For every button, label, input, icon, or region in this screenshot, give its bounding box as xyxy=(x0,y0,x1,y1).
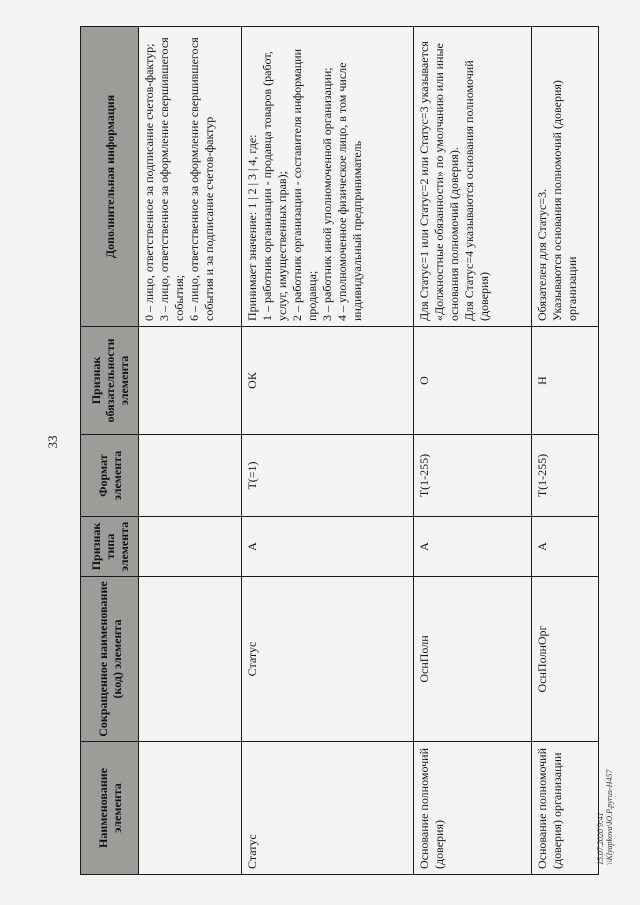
cell-type: А xyxy=(414,517,532,577)
table-row xyxy=(242,27,414,875)
element-table xyxy=(80,26,599,875)
cell-name: Статус xyxy=(242,742,414,875)
cell-required: ОК xyxy=(242,327,414,435)
cell-info: Обязателен для Статус=3. Указываются основания полномочий (доверия) организации xyxy=(532,27,599,327)
header-element-format: Формат элемента xyxy=(81,435,139,517)
stamp-path: \\Klyapkova\Ю.Р.pyrus-H457 xyxy=(605,769,614,865)
cell-format: Т(1-255) xyxy=(414,435,532,517)
cell-type xyxy=(139,517,242,577)
header-element-code: Сокращенное наименование (код) элемента xyxy=(81,577,139,742)
cell-required xyxy=(139,327,242,435)
cell-name: Основание полномочий (доверия) xyxy=(414,742,532,875)
cell-format: Т(=1) xyxy=(242,435,414,517)
table-header-row xyxy=(81,27,139,875)
cell-code xyxy=(139,577,242,742)
cell-info: Принимает значение: 1 | 2 | 3 | 4, где: 1 – работник организации - продавца товаров (работ, услуг, имущественных прав); 2 – работник организации - составителя информации продавца; 3 – работник иной уполномоченной организации; 4 – уполномоченное физическое лицо, в том числе индивидуальный предприниматель xyxy=(242,27,414,327)
cell-format: Т(1-255) xyxy=(532,435,599,517)
header-element-name: Наименование элемента xyxy=(81,742,139,875)
table-row xyxy=(414,27,532,875)
cell-required: Н xyxy=(532,327,599,435)
cell-type: А xyxy=(242,517,414,577)
print-stamp xyxy=(596,665,614,865)
header-additional-info: Дополнительная информация xyxy=(81,27,139,327)
cell-code: ОснПолн xyxy=(414,577,532,742)
cell-code: Статус xyxy=(242,577,414,742)
header-element-type: Признак типа элемента xyxy=(81,517,139,577)
table-row xyxy=(139,27,242,875)
page-number: 33 xyxy=(45,435,60,449)
cell-code: ОснПолнОрг xyxy=(532,577,599,742)
cell-name xyxy=(139,742,242,875)
cell-info: 0 – лицо, ответственное за подписание счетов-фактур; 3 – лицо, ответственное за оформление свершившегося события; 6 – лицо, ответственное за оформление свершившегося события и за подписание счетов-фактур xyxy=(139,27,242,327)
cell-info: Для Статус=1 или Статус=2 или Статус=3 указывается «Должностные обязанности» по умолчанию или иные основания полномочий (доверия). Для Статус=4 указываются основания полномочий (доверия) xyxy=(414,27,532,327)
cell-type: А xyxy=(532,517,599,577)
cell-required: О xyxy=(414,327,532,435)
cell-format xyxy=(139,435,242,517)
table-row xyxy=(532,27,599,875)
header-element-required: Признак обязательности элемента xyxy=(81,327,139,435)
stamp-date: 15.07.2020 9:41 xyxy=(596,812,605,865)
cell-name: Основание полномочий (доверия) организации xyxy=(532,742,599,875)
